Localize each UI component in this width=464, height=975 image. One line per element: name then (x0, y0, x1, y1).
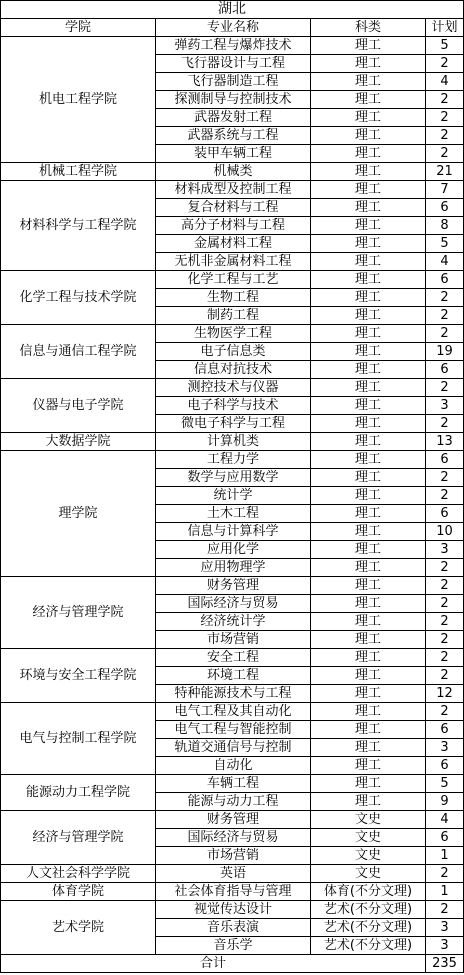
major-cell: 市场营销 (156, 847, 311, 865)
college-cell: 体育学院 (1, 883, 156, 901)
college-cell: 仪器与电子学院 (1, 379, 156, 433)
category-cell: 文史 (311, 829, 426, 847)
category-cell: 理工 (311, 775, 426, 793)
plan-cell: 2 (426, 289, 464, 307)
major-cell: 国际经济与贸易 (156, 595, 311, 613)
major-cell: 能源与动力工程 (156, 793, 311, 811)
major-cell: 无机非金属材料工程 (156, 253, 311, 271)
category-cell: 理工 (311, 793, 426, 811)
table-row (1, 379, 464, 397)
table-row (1, 433, 464, 451)
major-cell: 生物工程 (156, 289, 311, 307)
plan-cell: 2 (426, 901, 464, 919)
table-row (1, 649, 464, 667)
major-cell: 安全工程 (156, 649, 311, 667)
plan-cell: 6 (426, 451, 464, 469)
plan-cell: 6 (426, 361, 464, 379)
plan-cell: 2 (426, 415, 464, 433)
plan-cell: 2 (426, 487, 464, 505)
category-cell: 理工 (311, 577, 426, 595)
category-cell: 理工 (311, 559, 426, 577)
category-cell: 理工 (311, 487, 426, 505)
major-cell: 微电子科学与工程 (156, 415, 311, 433)
college-cell: 理学院 (1, 451, 156, 577)
major-cell: 计算机类 (156, 433, 311, 451)
header-major: 专业名称 (156, 19, 311, 37)
table-row (1, 181, 464, 199)
category-cell: 文史 (311, 811, 426, 829)
college-cell: 机电工程学院 (1, 37, 156, 163)
plan-cell: 8 (426, 217, 464, 235)
major-cell: 测控技术与仪器 (156, 379, 311, 397)
category-cell: 理工 (311, 469, 426, 487)
plan-cell: 2 (426, 613, 464, 631)
plan-cell: 2 (426, 559, 464, 577)
major-cell: 制药工程 (156, 307, 311, 325)
plan-cell: 3 (426, 739, 464, 757)
plan-cell: 9 (426, 793, 464, 811)
plan-cell: 6 (426, 505, 464, 523)
category-cell: 理工 (311, 721, 426, 739)
category-cell: 理工 (311, 397, 426, 415)
category-cell: 理工 (311, 649, 426, 667)
plan-cell: 2 (426, 91, 464, 109)
category-cell: 理工 (311, 595, 426, 613)
college-cell: 大数据学院 (1, 433, 156, 451)
major-cell: 应用物理学 (156, 559, 311, 577)
category-cell: 理工 (311, 505, 426, 523)
major-cell: 视觉传达设计 (156, 901, 311, 919)
major-cell: 音乐学 (156, 937, 311, 955)
plan-cell: 6 (426, 757, 464, 775)
major-cell: 国际经济与贸易 (156, 829, 311, 847)
plan-cell: 21 (426, 163, 464, 181)
plan-cell: 2 (426, 595, 464, 613)
category-cell: 艺术(不分文理) (311, 919, 426, 937)
college-cell: 环境与安全工程学院 (1, 649, 156, 703)
college-cell: 艺术学院 (1, 901, 156, 955)
category-cell: 理工 (311, 163, 426, 181)
plan-cell: 5 (426, 775, 464, 793)
major-cell: 信息与计算科学 (156, 523, 311, 541)
category-cell: 文史 (311, 847, 426, 865)
category-cell: 理工 (311, 361, 426, 379)
plan-cell: 3 (426, 919, 464, 937)
major-cell: 飞行器设计与工程 (156, 55, 311, 73)
major-cell: 武器发射工程 (156, 109, 311, 127)
category-cell: 理工 (311, 415, 426, 433)
plan-cell: 2 (426, 379, 464, 397)
plan-cell: 2 (426, 865, 464, 883)
major-cell: 电子科学与技术 (156, 397, 311, 415)
header-category: 科类 (311, 19, 426, 37)
plan-cell: 2 (426, 127, 464, 145)
plan-cell: 1 (426, 847, 464, 865)
major-cell: 电气工程与智能控制 (156, 721, 311, 739)
plan-cell: 3 (426, 541, 464, 559)
plan-cell: 2 (426, 469, 464, 487)
plan-cell: 4 (426, 253, 464, 271)
category-cell: 理工 (311, 685, 426, 703)
plan-cell: 19 (426, 343, 464, 361)
plan-cell: 3 (426, 937, 464, 955)
college-cell: 人文社会科学学院 (1, 865, 156, 883)
major-cell: 复合材料与工程 (156, 199, 311, 217)
major-cell: 财务管理 (156, 811, 311, 829)
major-cell: 弹药工程与爆炸技术 (156, 37, 311, 55)
major-cell: 工程力学 (156, 451, 311, 469)
plan-cell: 2 (426, 55, 464, 73)
total-label: 合计 (1, 955, 426, 973)
plan-cell: 1 (426, 883, 464, 901)
category-cell: 理工 (311, 91, 426, 109)
plan-cell: 3 (426, 397, 464, 415)
plan-cell: 2 (426, 307, 464, 325)
table-row (1, 865, 464, 883)
category-cell: 理工 (311, 379, 426, 397)
college-cell: 材料科学与工程学院 (1, 181, 156, 271)
category-cell: 文史 (311, 865, 426, 883)
category-cell: 理工 (311, 127, 426, 145)
major-cell: 高分子材料与工程 (156, 217, 311, 235)
college-cell: 能源动力工程学院 (1, 775, 156, 811)
category-cell: 理工 (311, 451, 426, 469)
table-row (1, 451, 464, 469)
major-cell: 材料成型及控制工程 (156, 181, 311, 199)
plan-cell: 5 (426, 37, 464, 55)
major-cell: 电气工程及其自动化 (156, 703, 311, 721)
category-cell: 理工 (311, 667, 426, 685)
header-row (1, 19, 464, 37)
major-cell: 统计学 (156, 487, 311, 505)
category-cell: 理工 (311, 235, 426, 253)
header-plan: 计划 (426, 19, 464, 37)
table-row (1, 271, 464, 289)
category-cell: 艺术(不分文理) (311, 901, 426, 919)
plan-cell: 6 (426, 829, 464, 847)
category-cell: 理工 (311, 199, 426, 217)
total-row (1, 955, 464, 973)
major-cell: 财务管理 (156, 577, 311, 595)
major-cell: 土木工程 (156, 505, 311, 523)
category-cell: 理工 (311, 73, 426, 91)
major-cell: 武器系统与工程 (156, 127, 311, 145)
plan-cell: 6 (426, 271, 464, 289)
plan-cell: 5 (426, 235, 464, 253)
major-cell: 化学工程与工艺 (156, 271, 311, 289)
category-cell: 艺术(不分文理) (311, 937, 426, 955)
total-plan: 235 (426, 955, 464, 973)
plan-cell: 2 (426, 703, 464, 721)
plan-cell: 2 (426, 145, 464, 163)
category-cell: 理工 (311, 181, 426, 199)
major-cell: 轨道交通信号与控制 (156, 739, 311, 757)
category-cell: 理工 (311, 703, 426, 721)
category-cell: 理工 (311, 253, 426, 271)
category-cell: 理工 (311, 343, 426, 361)
major-cell: 生物医学工程 (156, 325, 311, 343)
major-cell: 社会体育指导与管理 (156, 883, 311, 901)
college-cell: 经济与管理学院 (1, 577, 156, 649)
category-cell: 理工 (311, 217, 426, 235)
plan-cell: 6 (426, 721, 464, 739)
category-cell: 理工 (311, 631, 426, 649)
plan-cell: 2 (426, 577, 464, 595)
category-cell: 理工 (311, 307, 426, 325)
category-cell: 理工 (311, 433, 426, 451)
table-row (1, 775, 464, 793)
college-cell: 经济与管理学院 (1, 811, 156, 865)
plan-cell: 4 (426, 811, 464, 829)
table-row (1, 811, 464, 829)
plan-cell: 10 (426, 523, 464, 541)
major-cell: 车辆工程 (156, 775, 311, 793)
major-cell: 数学与应用数学 (156, 469, 311, 487)
plan-cell: 2 (426, 109, 464, 127)
major-cell: 音乐表演 (156, 919, 311, 937)
plan-cell: 2 (426, 667, 464, 685)
table-row (1, 703, 464, 721)
province-row (1, 1, 464, 19)
plan-cell: 2 (426, 325, 464, 343)
major-cell: 金属材料工程 (156, 235, 311, 253)
category-cell: 理工 (311, 739, 426, 757)
major-cell: 英语 (156, 865, 311, 883)
category-cell: 理工 (311, 109, 426, 127)
category-cell: 理工 (311, 289, 426, 307)
table-row (1, 901, 464, 919)
category-cell: 理工 (311, 523, 426, 541)
province-title: 湖北 (1, 1, 464, 19)
category-cell: 理工 (311, 145, 426, 163)
plan-cell: 2 (426, 649, 464, 667)
college-cell: 电气与控制工程学院 (1, 703, 156, 775)
college-cell: 信息与通信工程学院 (1, 325, 156, 379)
table-row (1, 37, 464, 55)
header-college: 学院 (1, 19, 156, 37)
plan-cell: 6 (426, 199, 464, 217)
major-cell: 电子信息类 (156, 343, 311, 361)
category-cell: 理工 (311, 55, 426, 73)
category-cell: 体育(不分文理) (311, 883, 426, 901)
major-cell: 探测制导与控制技术 (156, 91, 311, 109)
college-cell: 机械工程学院 (1, 163, 156, 181)
major-cell: 自动化 (156, 757, 311, 775)
category-cell: 理工 (311, 271, 426, 289)
major-cell: 应用化学 (156, 541, 311, 559)
major-cell: 信息对抗技术 (156, 361, 311, 379)
major-cell: 装甲车辆工程 (156, 145, 311, 163)
table-row (1, 325, 464, 343)
category-cell: 理工 (311, 37, 426, 55)
major-cell: 市场营销 (156, 631, 311, 649)
table-row (1, 577, 464, 595)
plan-cell: 4 (426, 73, 464, 91)
major-cell: 环境工程 (156, 667, 311, 685)
plan-cell: 2 (426, 631, 464, 649)
major-cell: 特种能源技术与工程 (156, 685, 311, 703)
plan-cell: 12 (426, 685, 464, 703)
college-cell: 化学工程与技术学院 (1, 271, 156, 325)
category-cell: 理工 (311, 757, 426, 775)
table-row (1, 163, 464, 181)
major-cell: 机械类 (156, 163, 311, 181)
category-cell: 理工 (311, 541, 426, 559)
major-cell: 飞行器制造工程 (156, 73, 311, 91)
category-cell: 理工 (311, 613, 426, 631)
major-cell: 经济统计学 (156, 613, 311, 631)
table-row (1, 883, 464, 901)
category-cell: 理工 (311, 325, 426, 343)
plan-cell: 7 (426, 181, 464, 199)
plan-cell: 13 (426, 433, 464, 451)
